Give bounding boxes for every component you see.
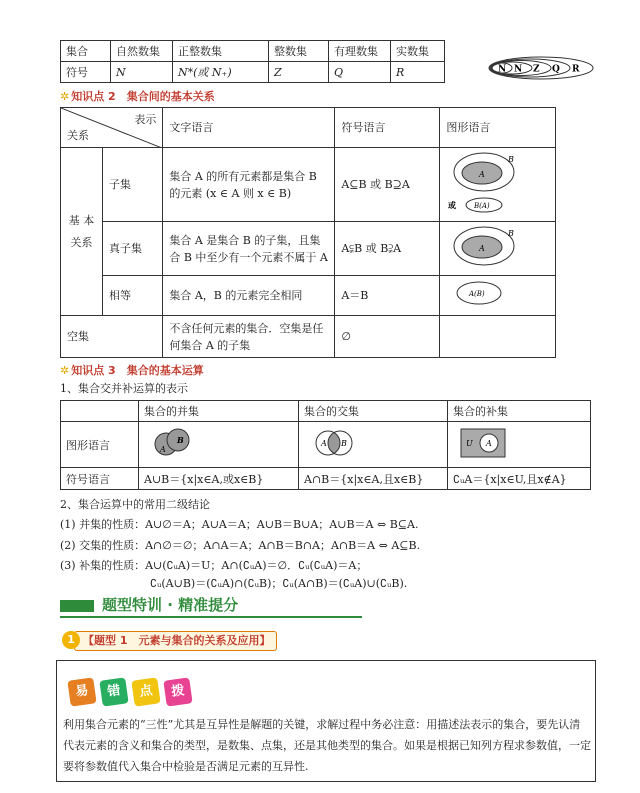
diagram-label: A — [479, 170, 486, 179]
nzqr-nesting-diagram — [488, 56, 594, 80]
row-symbol: ∅ — [335, 316, 440, 358]
table-row — [61, 108, 556, 148]
conclusion-line: (3) 补集的性质：A∪(∁ᵤA)＝U；A∩(∁ᵤA)＝∅．∁ᵤ(∁ᵤA)＝A； — [60, 559, 368, 572]
subsection-2-title: 2、集合运算中的常用二级结论 — [60, 498, 210, 511]
table-row — [61, 401, 591, 422]
proper-subset-venn-diagram — [446, 224, 546, 268]
proper-subset-diagram-cell — [440, 222, 556, 276]
header-cell: 集合的交集 — [299, 401, 448, 422]
table-row — [61, 468, 591, 490]
table-row — [61, 41, 445, 62]
row-symbol: A⫋B 或 B⫌A — [335, 222, 440, 276]
banner-bar — [60, 600, 94, 612]
row-symbol: A＝B — [335, 276, 440, 316]
group-label: 关系 — [70, 235, 93, 249]
group-label: 基 本 — [68, 213, 95, 227]
row-name: 子集 — [103, 148, 163, 222]
sun-icon: ✲ — [60, 364, 70, 377]
complement-diagram-cell — [448, 422, 591, 468]
nzqr-label: N — [498, 64, 507, 75]
equal-diagram-cell — [440, 276, 556, 316]
sticker-cuo: 错 — [99, 677, 128, 706]
table-row — [61, 316, 556, 358]
diagram-label: A(B) — [469, 290, 486, 298]
corner-bottom-label: 关系 — [67, 129, 89, 142]
knowledge-point-3-title — [60, 362, 204, 378]
row-name: 真子集 — [103, 222, 163, 276]
group-label-cell — [61, 148, 103, 316]
row-symbol: A⊆B 或 B⊇A — [335, 148, 440, 222]
diagram-label: A — [479, 244, 486, 253]
table-row — [61, 422, 591, 468]
table-cell: 集合 — [61, 41, 111, 62]
diagram-label: B — [508, 155, 515, 164]
conclusion-line: ∁ᵤ(A∪B)＝(∁ᵤA)∩(∁ᵤB)；∁ᵤ(A∩B)＝(∁ᵤA)∪(∁ᵤB). — [150, 577, 408, 590]
sun-icon: ✲ — [60, 90, 70, 103]
sticker-dian: 点 — [131, 677, 160, 706]
symbol-cell: ∁ᵤA＝{x|x∈U,且x∉A} — [448, 468, 591, 490]
subsection-1-title: 1、集合交并补运算的表示 — [60, 382, 188, 395]
table-row — [61, 276, 556, 316]
conclusion-line: (2) 交集的性质：A∩∅＝∅；A∩A＝A；A∩B＝B∩A；A∩B＝A ⇔ A⊆B. — [60, 539, 421, 552]
symbol-cell: A∩B＝{x|x∈A,且x∈B} — [299, 468, 448, 490]
sticker-yi: 易 — [67, 677, 96, 706]
row-text: 集合 A 是集合 B 的子集，且集合 B 中至少有一个元素不属于 A — [163, 222, 335, 276]
diagram-label: B — [508, 229, 515, 238]
symbol-cell: A∪B＝{x|x∈A,或x∈B} — [139, 468, 299, 490]
number-sets-table — [60, 40, 445, 83]
question-type-heading — [62, 630, 274, 652]
sticker-bo: 拨 — [163, 677, 192, 706]
union-venn-diagram — [144, 424, 204, 462]
table-cell: Q — [329, 62, 391, 83]
diagram-label: B — [341, 439, 347, 448]
conclusion-line: (1) 并集的性质：A∪∅＝A；A∪A＝A；A∪B＝B∪A；A∪B＝A ⇔ B⊆A. — [60, 518, 419, 531]
table-cell: 自然数集 — [111, 41, 173, 62]
row-label: 符号语言 — [61, 468, 139, 490]
banner-underline — [60, 616, 362, 618]
header-cell: 图形语言 — [440, 108, 556, 148]
diagram-label: B — [177, 435, 184, 445]
table-cell: 正整数集 — [173, 41, 269, 62]
header-cell — [61, 401, 139, 422]
diagram-label: 或 — [448, 200, 457, 210]
section-banner — [60, 594, 362, 618]
complement-venn-diagram — [453, 424, 513, 462]
nzqr-label: Q — [552, 64, 560, 75]
table-cell: Z — [269, 62, 329, 83]
table-row — [61, 148, 556, 222]
type-number-badge: 1 — [62, 631, 80, 649]
type-title: 【题型 1 元素与集合的关系及应用】 — [74, 631, 277, 651]
row-name: 空集 — [61, 316, 163, 358]
diagram-label: A — [486, 439, 492, 448]
kp2-title-text: 知识点 2 集合间的基本关系 — [71, 90, 215, 103]
banner-title: 题型特训 · 精准提分 — [102, 596, 239, 614]
corner-top-label: 表示 — [134, 113, 157, 126]
header-cell: 集合的并集 — [139, 401, 299, 422]
diagram-label: U — [466, 439, 473, 448]
table-cell: 有理数集 — [329, 41, 391, 62]
subset-diagram-cell — [440, 148, 556, 222]
row-text: 集合 A，B 的元素完全相同 — [163, 276, 335, 316]
table-row — [61, 222, 556, 276]
set-operations-table — [60, 400, 591, 490]
diagonal-header-cell — [61, 108, 163, 148]
row-text: 不含任何元素的集合．空集是任何集合 A 的子集 — [163, 316, 335, 358]
row-text: 集合 A 的所有元素都是集合 B 的元素 (x ∈ A 则 x ∈ B) — [163, 148, 335, 222]
nzqr-label: N — [514, 64, 523, 75]
intersection-diagram-cell — [299, 422, 448, 468]
row-label: 图形语言 — [61, 422, 139, 468]
nzqr-label: Z — [533, 64, 540, 75]
union-diagram-cell — [139, 422, 299, 468]
header-cell: 文字语言 — [163, 108, 335, 148]
set-relations-table — [60, 107, 556, 358]
empty-diagram-cell — [440, 316, 556, 358]
equal-sets-diagram — [446, 278, 546, 308]
tip-paragraph: 利用集合元素的“三性”尤其是互异性是解题的关键，求解过程中务必注意：用描述法表示的集合，要先认清代表元素的含义和集合的类型，是数集、点集，还是其他类型的集合。如果是根据已知列方程求参数值，一定要将参数值代入集合中检验是否满足元素的互异性. — [63, 718, 591, 773]
diagram-label: B(A) — [474, 202, 491, 210]
intersection-venn-diagram — [304, 424, 364, 462]
diagram-label: A — [321, 439, 327, 448]
table-row — [61, 62, 445, 83]
table-cell: 符号 — [61, 62, 111, 83]
table-cell: N — [111, 62, 173, 83]
tip-stickers — [65, 669, 205, 711]
knowledge-point-2-title — [60, 88, 215, 104]
table-cell: 整数集 — [269, 41, 329, 62]
table-cell: 实数集 — [391, 41, 445, 62]
row-name: 相等 — [103, 276, 163, 316]
table-cell: R — [391, 62, 445, 83]
kp3-title-text: 知识点 3 集合的基本运算 — [71, 364, 204, 377]
subset-venn-diagram — [446, 150, 546, 214]
header-cell: 集合的补集 — [448, 401, 591, 422]
tip-box — [56, 660, 596, 782]
header-cell: 符号语言 — [335, 108, 440, 148]
diagram-label: A — [160, 445, 166, 454]
table-cell: N*(或 N₊) — [173, 62, 269, 83]
nzqr-label: R — [572, 64, 580, 75]
